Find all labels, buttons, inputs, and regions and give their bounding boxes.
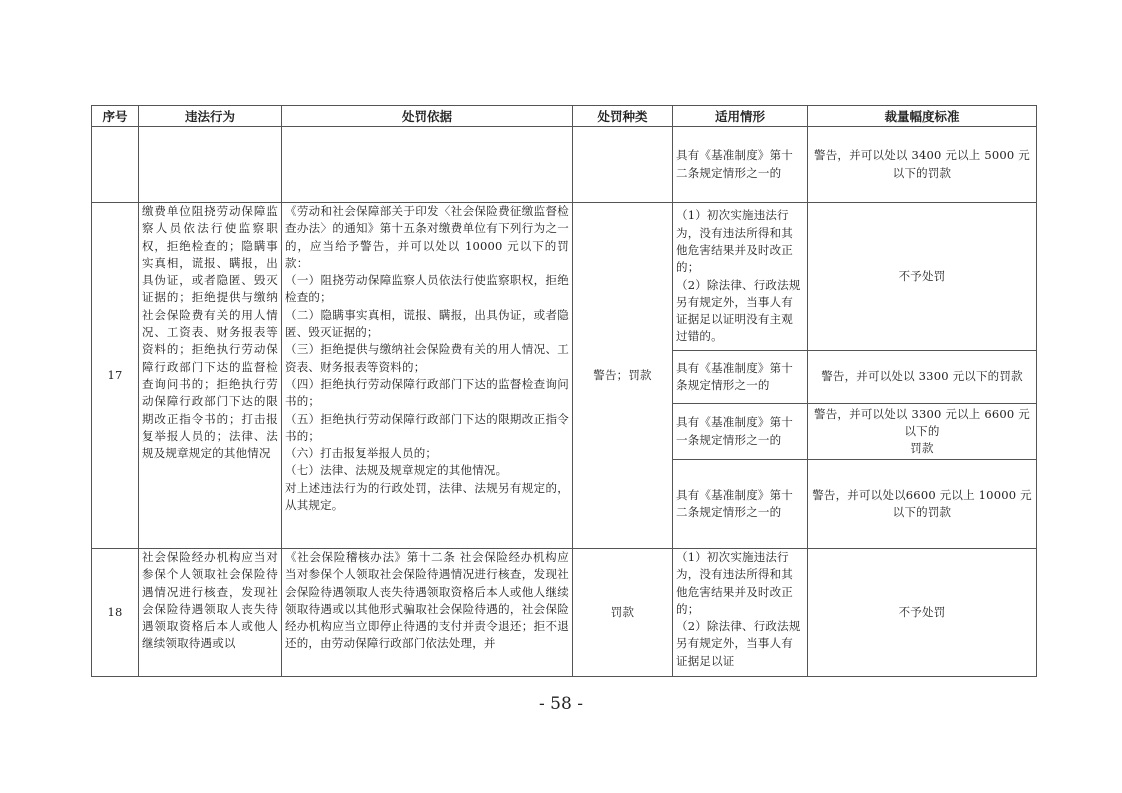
- basis-cell: 《社会保险稽核办法》第十二条 社会保险经办机构应当对参保个人领取社会保险待遇情况进行核查，发现社会保险待遇领取人丧失待遇领取资格后本人或他人继续领取待遇或以其他形式骗取社会保险待遇的，社会保险经办机构应当立即停止待遇的支付并责令退还；拒不退还的，由劳动保障行政部门依法处理，并: [282, 549, 573, 677]
- seq-cell: 17: [92, 203, 139, 549]
- header-standard: 裁量幅度标准: [808, 106, 1037, 127]
- basis-line: （一）阻挠劳动保障监察人员依法行使监察职权，拒绝检查的；: [285, 273, 569, 305]
- basis-line: （七）法律、法规及规章规定的其他情况。: [285, 463, 508, 478]
- basis-line: （三）拒绝提供与缴纳社会保险费有关的用人情况、工资表、财务报表等资料的；: [285, 342, 569, 374]
- violation-cell: 缴费单位阻挠劳动保障监察人员依法行使监察职权，拒绝检查的；隐瞒事实真相，谎报、瞒报，出具伪证，或者隐匿、毁灭证据的；拒绝提供与缴纳社会保险费有关的用人情况、工资表、财务报表等资料的；拒绝执行劳动保障行政部门下达的监督检查询问书的；拒绝执行劳动保障行政部门下达的限期改正指令书的；打击报复举报人员的；法律、法规及规章规定的其他情况: [139, 203, 282, 549]
- standard-cell: 不予处罚: [808, 549, 1037, 677]
- table-row-18: [92, 549, 1037, 677]
- circumstance-cell: （1）初次实施违法行为，没有违法所得和其他危害结果并及时改正的； （2）除法律、行政法规另有规定外，当事人有证据足以证: [673, 549, 808, 677]
- header-circumstance: 适用情形: [673, 106, 808, 127]
- circumstance-cell: 具有《基准制度》第十一条规定情形之一的: [673, 404, 808, 460]
- standard-cell: 警告，并可以处以 3400 元以上 5000 元以下的罚款: [808, 127, 1037, 203]
- basis-line: （四）拒绝执行劳动保障行政部门下达的监督检查询问书的；: [285, 376, 569, 409]
- cell-empty: [92, 127, 139, 203]
- violation-cell: 社会保险经办机构应当对参保个人领取社会保险待遇情况进行核查，发现社会保险待遇领取人丧失待遇领取资格后本人或他人继续领取待遇或以: [139, 549, 282, 677]
- penalty-standard-table: [91, 105, 1037, 677]
- header-basis: 处罚依据: [282, 106, 573, 127]
- cell-empty: [282, 127, 573, 203]
- basis-line: 《劳动和社会保障部关于印发〈社会保险费征缴监督检查办法〉的通知》第十五条对缴费单位有下列行为之一的，应当给予警告，并可以处以 10000 元以下的罚款：: [285, 204, 569, 270]
- seq-cell: 18: [92, 549, 139, 677]
- header-violation: 违法行为: [139, 106, 282, 127]
- page-number: - 58 -: [539, 694, 583, 714]
- type-cell: 罚款: [573, 549, 673, 677]
- basis-cell: [282, 203, 573, 549]
- header-seq: 序号: [92, 106, 139, 127]
- standard-cell: 警告，并可以处以 3300 元以下的罚款: [808, 351, 1037, 404]
- basis-line: 对上述违法行为的行政处罚，法律、法规另有规定的，从其规定。: [285, 480, 569, 513]
- basis-line: （六）打击报复举报人员的；: [285, 446, 438, 461]
- table-row-17: [92, 203, 1037, 351]
- cell-empty: [139, 127, 282, 203]
- cell-empty: [573, 127, 673, 203]
- table-row-carryover: [92, 127, 1037, 203]
- basis-line: （五）拒绝执行劳动保障行政部门下达的限期改正指令书的；: [285, 411, 569, 443]
- basis-line: （二）隐瞒事实真相，谎报、瞒报，出具伪证，或者隐匿、毁灭证据的；: [285, 307, 569, 340]
- circumstance-cell: 具有《基准制度》第十二条规定情形之一的: [673, 460, 808, 549]
- header-type: 处罚种类: [573, 106, 673, 127]
- standard-cell: 警告，并可以处以6600 元以上 10000 元以下的罚款: [808, 460, 1037, 549]
- standard-cell: 警告，并可以处以 3300 元以上 6600 元以下的 罚款: [808, 404, 1037, 460]
- standard-cell: 不予处罚: [808, 203, 1037, 351]
- circumstance-cell: 具有《基准制度》第十二条规定情形之一的: [673, 127, 808, 203]
- circumstance-cell: （1）初次实施违法行为，没有违法所得和其他危害结果并及时改正的； （2）除法律、行政法规另有规定外，当事人有证据足以证明没有主观过错的。: [673, 203, 808, 351]
- circumstance-cell: 具有《基准制度》第十条规定情形之一的: [673, 351, 808, 404]
- type-cell: 警告；罚款: [573, 203, 673, 549]
- table-header-row: [92, 106, 1037, 127]
